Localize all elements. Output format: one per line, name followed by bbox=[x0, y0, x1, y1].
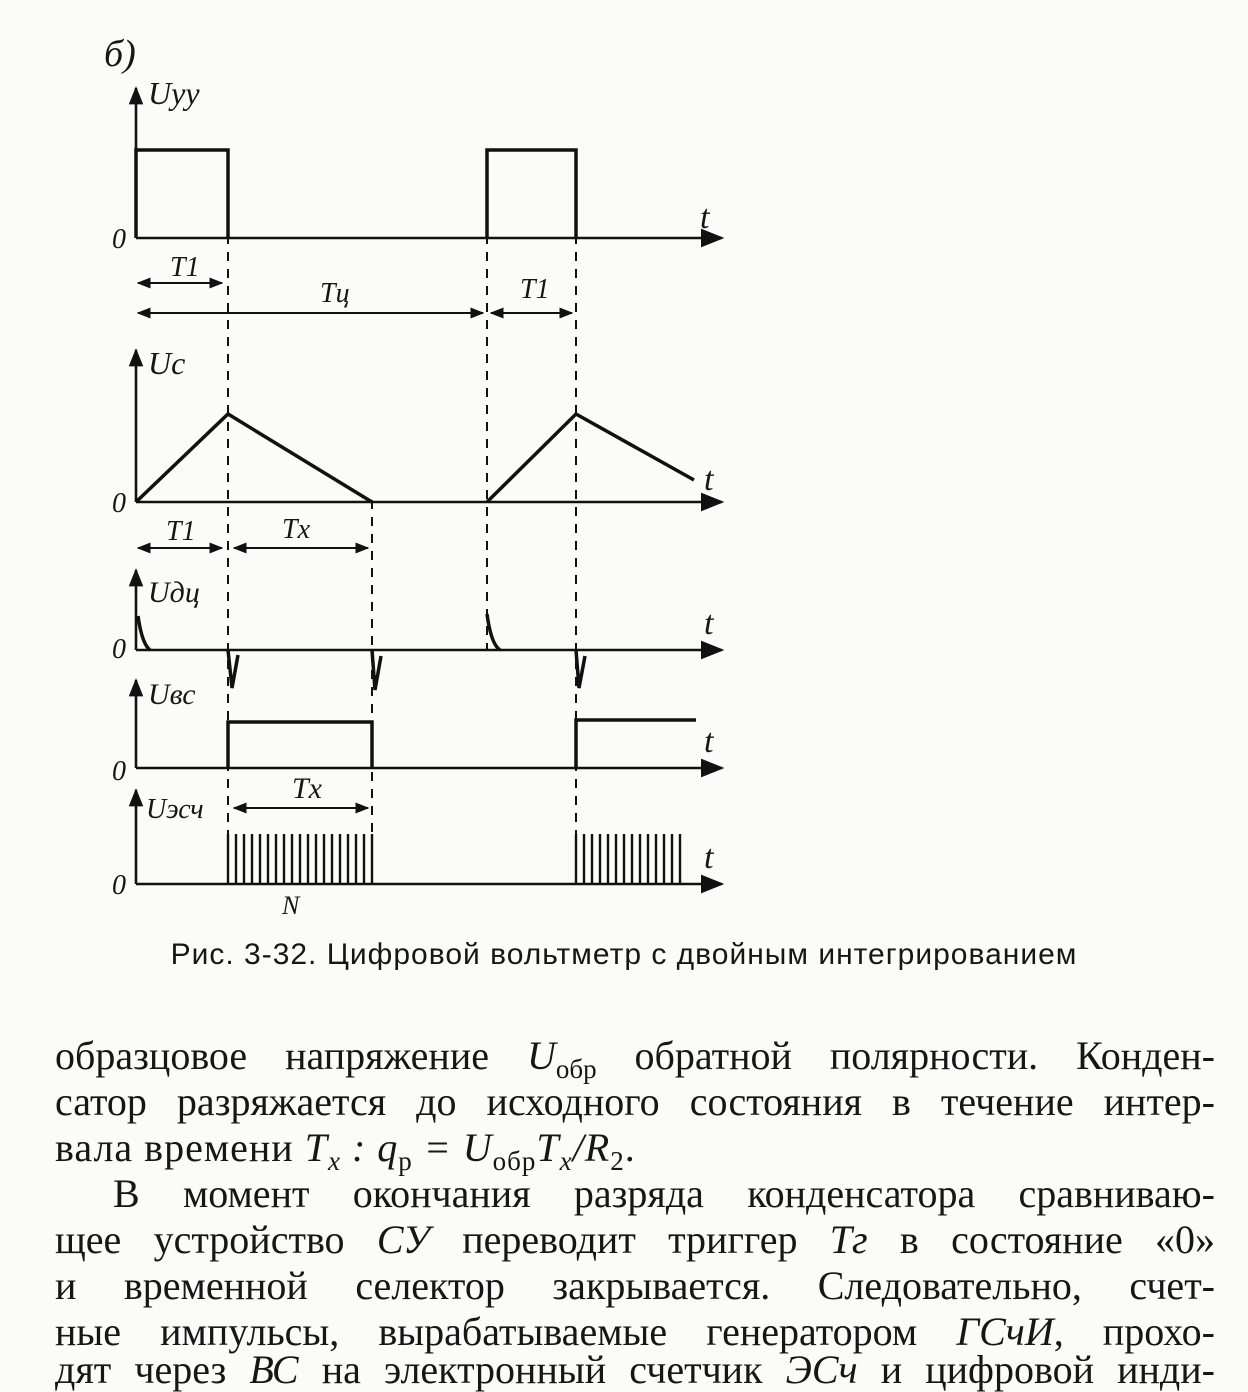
p2-l5-b: на электронный счетчик bbox=[298, 1347, 786, 1392]
p1-l1-b: обратной полярности. Конден- bbox=[596, 1033, 1215, 1078]
paragraph-1-line-2: сатор разряжается до исходного состояния в течение интер- bbox=[55, 1079, 1215, 1124]
uyy-time-label: t bbox=[700, 199, 710, 236]
counting-pulses-group-2 bbox=[576, 834, 680, 884]
pulse-count-label: N bbox=[282, 891, 300, 920]
p1-l1-u: U bbox=[526, 1033, 556, 1078]
p1-l3-rest4: /R bbox=[572, 1125, 611, 1170]
p1-l3-rest3: T bbox=[536, 1125, 560, 1170]
p1-l3-a: вала времени bbox=[55, 1125, 305, 1170]
panel-letter: б) bbox=[104, 33, 136, 75]
p2-l2-tg: Тг bbox=[829, 1217, 868, 1262]
uesch-zero-label: 0 bbox=[112, 870, 126, 901]
figure-caption: Рис. 3-32. Цифровой вольтметр с двойным интегрированием bbox=[170, 938, 1078, 971]
uesch-time-label: t bbox=[704, 839, 714, 876]
p2-l2-c: в состояние «0» bbox=[867, 1217, 1216, 1262]
p1-l3-rest2: = U bbox=[412, 1125, 493, 1170]
p2-l4-b: , прохо- bbox=[1053, 1309, 1216, 1354]
p2-l2-su: СУ bbox=[376, 1217, 430, 1262]
paragraph-1-line-3 bbox=[55, 1125, 1215, 1176]
p1-l3-sub-p: р bbox=[398, 1146, 413, 1176]
uvs-time-label: t bbox=[704, 723, 714, 760]
uyy-waveform bbox=[136, 150, 576, 238]
p2-l5-esch: ЭСч bbox=[785, 1347, 858, 1392]
udc-zero-label: 0 bbox=[112, 634, 126, 665]
udc-label: Uдц bbox=[148, 576, 200, 609]
t1-label-1: T1 bbox=[170, 252, 200, 283]
counting-pulses-group-1 bbox=[228, 834, 372, 884]
tc-label: Tц bbox=[320, 278, 350, 309]
paragraph-2-line-1: В момент окончания разряда конденсатора сравниваю- bbox=[113, 1171, 1215, 1216]
uc-zero-label: 0 bbox=[112, 488, 126, 519]
p1-l3-x2: x bbox=[559, 1146, 573, 1176]
uvs-zero-label: 0 bbox=[112, 756, 126, 787]
p1-l1-sub: обр bbox=[555, 1054, 597, 1084]
tx-label-1: Tx bbox=[282, 514, 310, 545]
tx-label-2: Tx bbox=[292, 772, 322, 805]
p2-l2-a: щее устройство bbox=[55, 1217, 377, 1262]
p1-l3-x: x bbox=[327, 1146, 341, 1176]
paragraph-2-line-2 bbox=[55, 1218, 1215, 1262]
uvs-waveform bbox=[228, 720, 696, 768]
t1-label-3: T1 bbox=[166, 516, 196, 547]
paragraph-2-line-3: и временной селектор закрывается. Следовательно, счет- bbox=[55, 1263, 1215, 1308]
p1-l3-sub-obr: обр bbox=[492, 1146, 537, 1176]
p1-l3-end: . bbox=[624, 1125, 636, 1170]
p2-l4-a: ные импульсы, вырабатываемые генератором bbox=[55, 1309, 957, 1354]
uc-time-label: t bbox=[704, 461, 714, 498]
p2-l5-c: и цифровой инди- bbox=[857, 1347, 1215, 1392]
t1-label-2: T1 bbox=[520, 274, 550, 305]
p1-l1-a: образцовое напряжение bbox=[55, 1033, 527, 1078]
uc-waveform bbox=[136, 414, 694, 502]
uyy-label: Uуу bbox=[148, 75, 200, 111]
uesch-label: Uэсч bbox=[146, 794, 204, 825]
uc-label: Uс bbox=[148, 345, 186, 381]
p1-l3-t: T bbox=[304, 1125, 328, 1170]
p1-l3-rest1: : q bbox=[340, 1125, 399, 1170]
p2-l5-a: дят через bbox=[55, 1347, 250, 1392]
udc-time-label: t bbox=[704, 605, 714, 642]
uvs-label: Uвс bbox=[148, 678, 196, 711]
p2-l5-vs: ВС bbox=[249, 1347, 299, 1392]
p2-l2-b: переводит триггер bbox=[429, 1217, 830, 1262]
p2-l4-gsch: ГСчИ bbox=[956, 1309, 1054, 1354]
uyy-zero-label: 0 bbox=[112, 224, 126, 255]
paragraph-1-line-1 bbox=[55, 1033, 1215, 1084]
p1-l3-sub-2: 2 bbox=[610, 1146, 625, 1176]
udc-waveform bbox=[138, 614, 585, 690]
paragraph-2-line-5 bbox=[55, 1348, 1215, 1392]
